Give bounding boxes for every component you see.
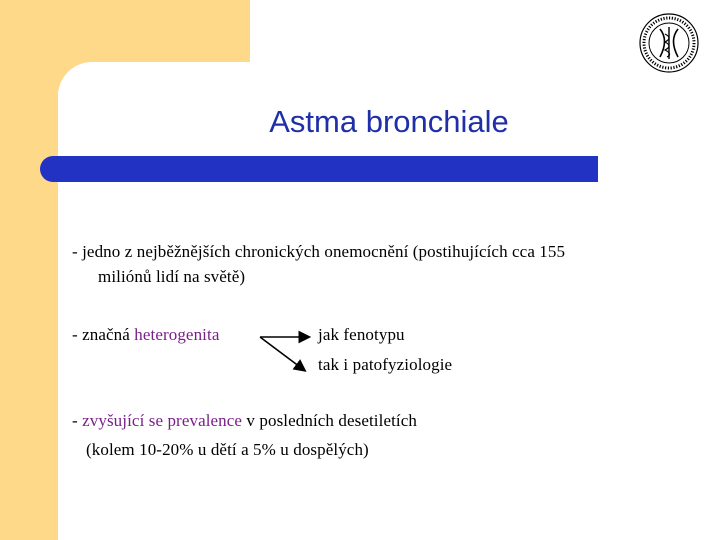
branch-arrows-icon (256, 318, 316, 378)
university-seal-icon (638, 12, 700, 74)
title-underline-bar (40, 156, 598, 182)
bullet3-highlight: zvyšující se prevalence (82, 411, 243, 430)
slide-title: Astma bronchiale (269, 104, 509, 139)
bullet2-line (72, 325, 219, 345)
bullet3-prefix: - (72, 411, 83, 430)
bullet2-prefix: - značná (72, 325, 135, 344)
bullet3-line1 (72, 411, 417, 431)
bullet2-branch1: jak fenotypu (318, 325, 405, 344)
bullet1-line2: miliónů lidí na světě) (98, 267, 246, 286)
bullet2-highlight: heterogenita (134, 325, 220, 344)
bullet3-line2: (kolem 10-20% u dětí a 5% u dospělých) (86, 440, 369, 459)
bullet3-suffix: v posledních desetiletích (242, 411, 417, 430)
bullet2-branch2: tak i patofyziologie (318, 355, 453, 374)
bullet1-line1: - jedno z nejběžnějších chronických onemocnění (postihujících cca 155 (72, 242, 566, 261)
